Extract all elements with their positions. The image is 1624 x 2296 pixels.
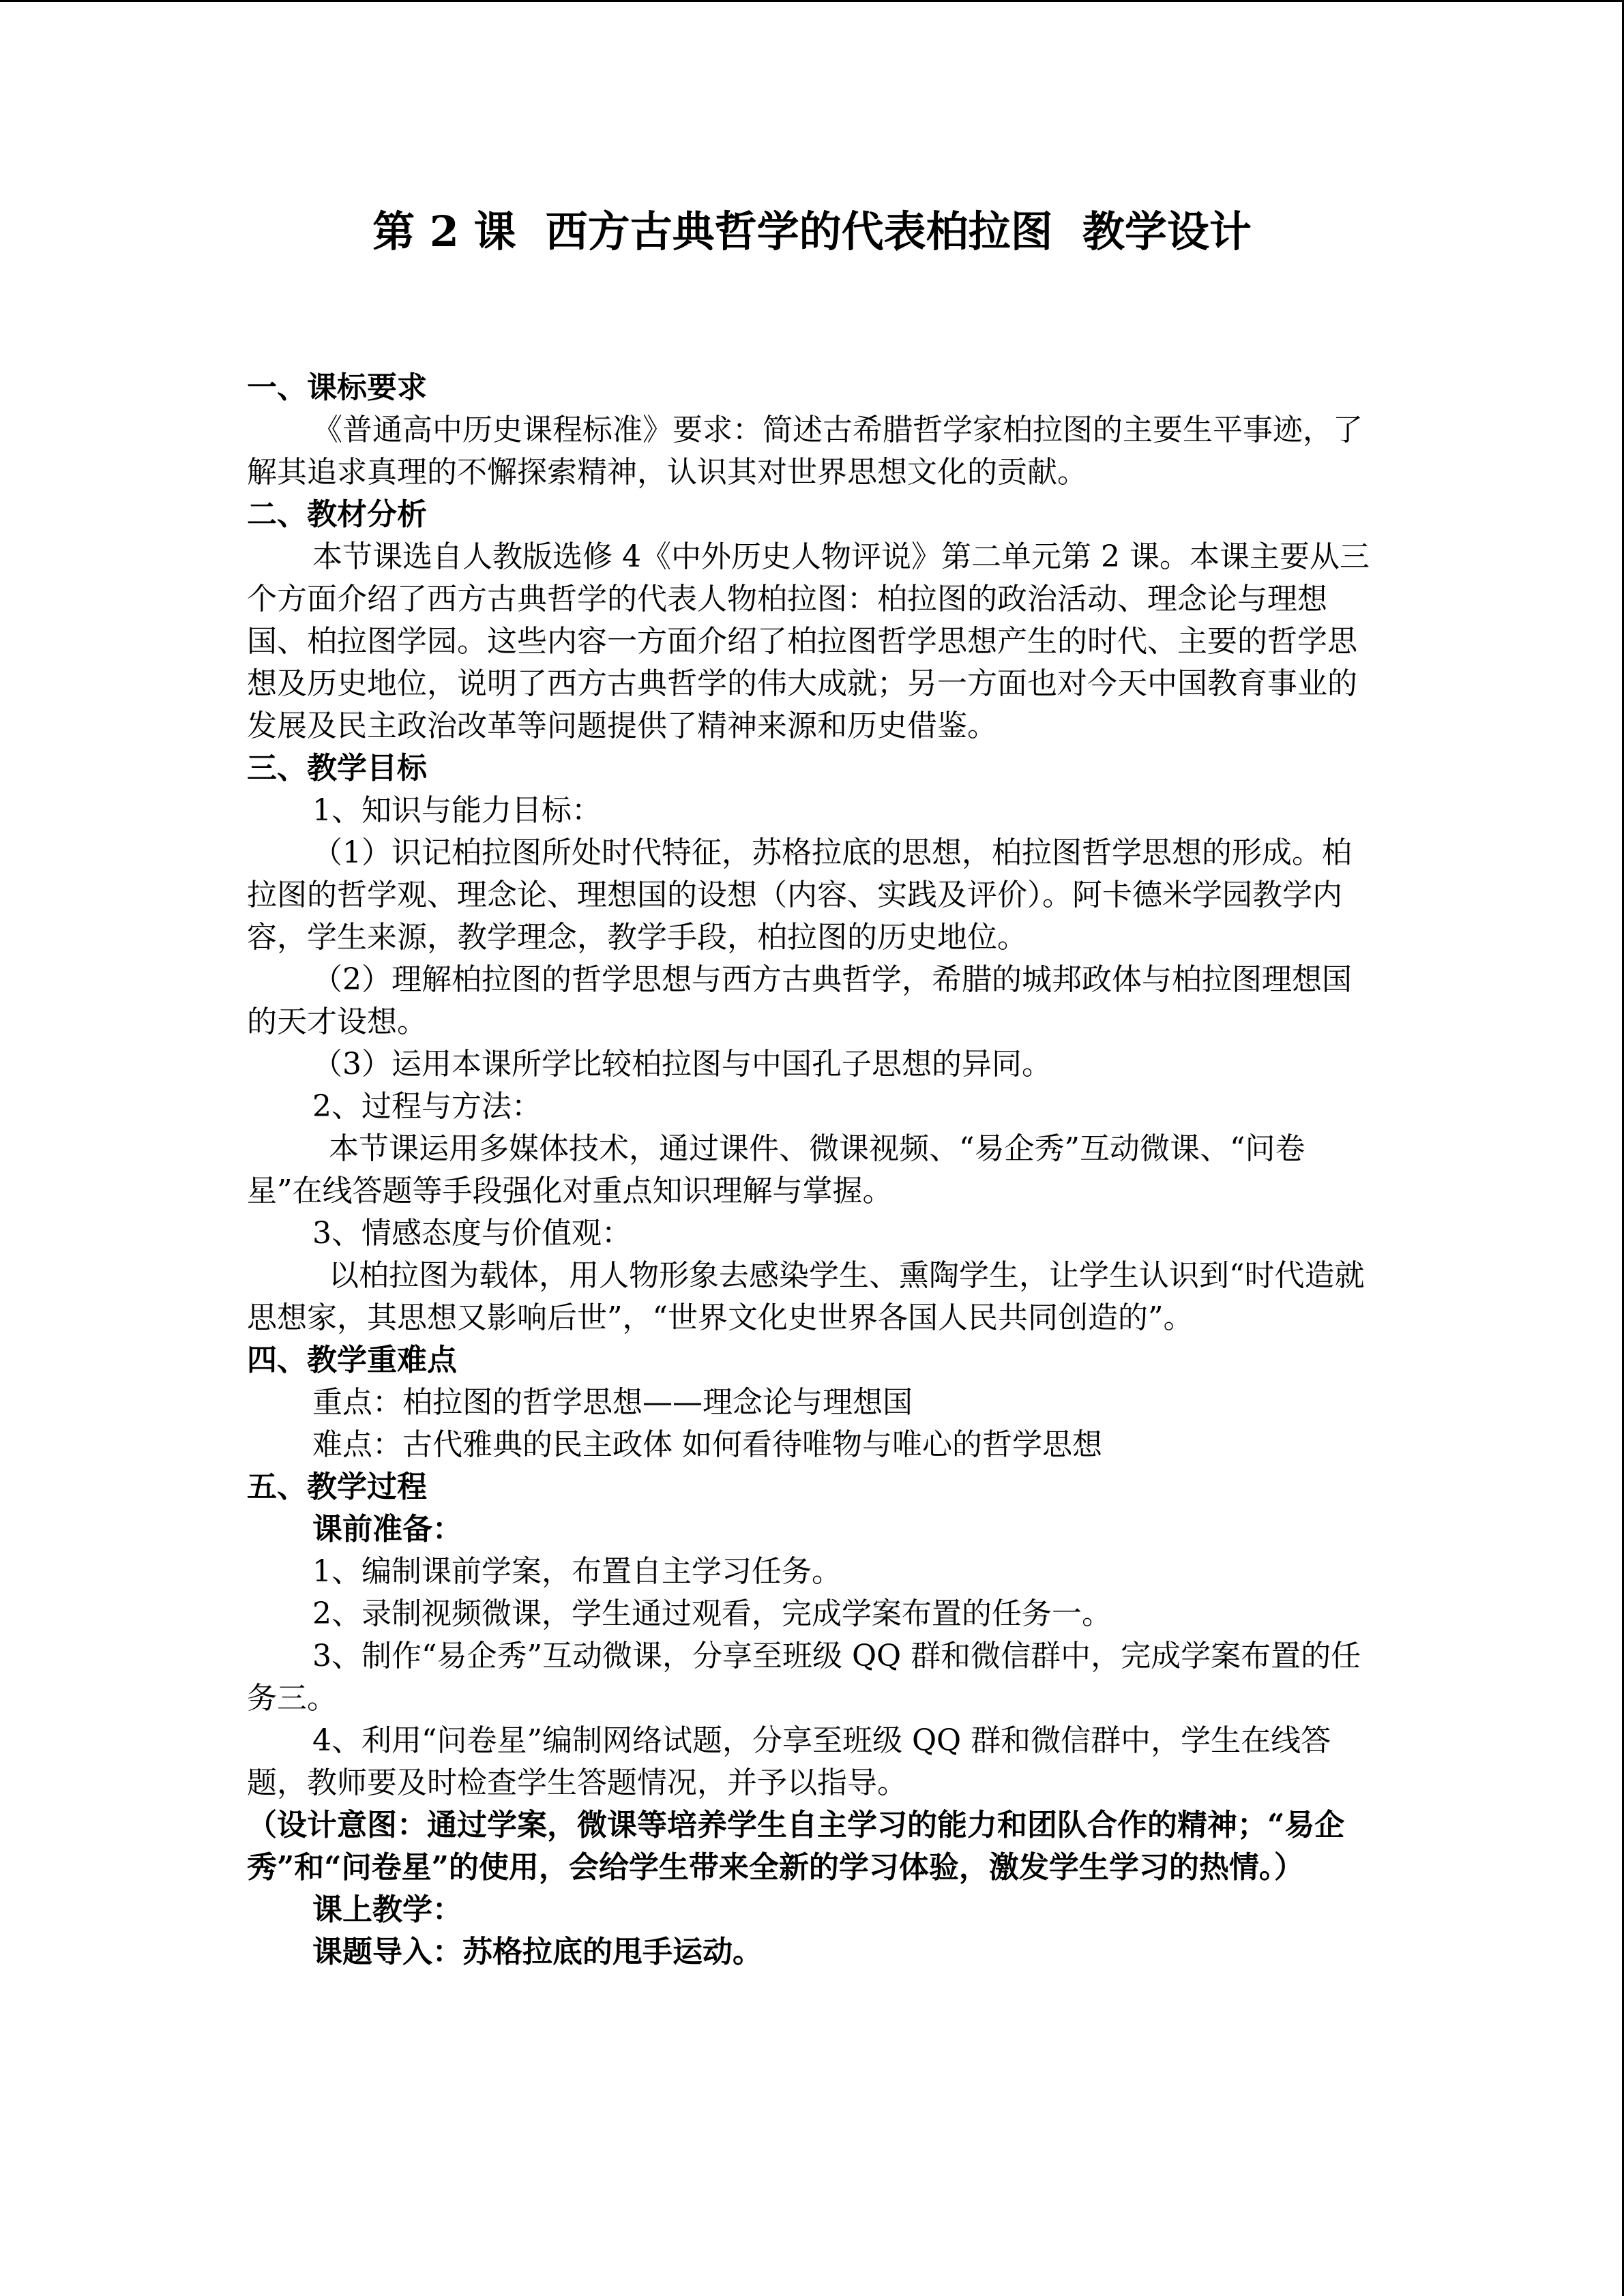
- objective-subheading-values: 3、情感态度与价值观：: [312, 1216, 632, 1251]
- difficulty-line: 难点：古代雅典的民主政体 如何看待唯物与唯心的哲学思想: [312, 1427, 1102, 1462]
- prep-step-3: 3、制作“易企秀”互动微课，分享至班级 QQ 群和微信群中，完成学案布置的任务三。: [247, 1639, 1361, 1716]
- document-title: 第 2 课 西方古典哲学的代表柏拉图 教学设计: [372, 207, 1252, 256]
- lesson-intro-line: 课题导入：苏格拉底的甩手运动。: [312, 1935, 763, 1969]
- section-heading-curriculum: 一、课标要求: [247, 370, 427, 405]
- objective-item-1: （1）识记柏拉图所处时代特征，苏格拉底的思想，柏拉图哲学思想的形成。柏拉图的哲学观、理念论、理想国的设想（内容、实践及评价）。阿卡德米学园教学内容，学生来源，教学理念，教学手段，柏拉图的历史地位。: [247, 835, 1352, 955]
- process-paragraph: 本节课运用多媒体技术，通过课件、微课视频、“易企秀”互动微课、“问卷星”在线答题等手段强化对重点知识理解与掌握。: [247, 1131, 1305, 1208]
- page-border-top: [0, 0, 1624, 2]
- prep-step-4: 4、利用“问卷星”编制网络试题，分享至班级 QQ 群和微信群中，学生在线答题，教师要及时检查学生答题情况，并予以指导。: [247, 1723, 1331, 1800]
- values-paragraph: 以柏拉图为载体，用人物形象去感染学生、熏陶学生，让学生认识到“时代造就思想家，其思想又影响后世”，“世界文化史世界各国人民共同创造的”。: [247, 1258, 1365, 1335]
- objective-item-2: （2）理解柏拉图的哲学思想与西方古典哲学，希腊的城邦政体与柏拉图理想国的天才设想。: [247, 962, 1352, 1039]
- section-heading-textbook: 二、教材分析: [247, 497, 427, 532]
- textbook-paragraph: 本节课选自人教版选修 4《中外历史人物评说》第二单元第 2 课。本课主要从三个方面介绍了西方古典哲学的代表人物柏拉图：柏拉图的政治活动、理念论与理想国、柏拉图学园。这些内容一方面介绍了柏拉图哲学思想产生的时代、主要的哲学思想及历史地位，说明了西方古典哲学的伟大成就；另一方面也对今天中国教育事业的发展及民主政治改革等问题提供了精神来源和历史借鉴。: [247, 539, 1370, 743]
- pre-class-label: 课前准备：: [312, 1512, 462, 1547]
- objective-subheading-knowledge: 1、知识与能力目标：: [312, 793, 602, 828]
- key-point-line: 重点：柏拉图的哲学思想——理念论与理想国: [312, 1385, 913, 1420]
- curriculum-paragraph: 《普通高中历史课程标准》要求：简述古希腊哲学家柏拉图的主要生平事迹，了解其追求真理的不懈探索精神，认识其对世界思想文化的贡献。: [247, 413, 1363, 490]
- objective-item-3: （3）运用本课所学比较柏拉图与中国孔子思想的异同。: [312, 1047, 1052, 1082]
- in-class-label: 课上教学：: [312, 1892, 462, 1927]
- design-intent-note: （设计意图：通过学案，微课等培养学生自主学习的能力和团队合作的精神；“易企秀”和“问卷星”的使用，会给学生带来全新的学习体验，激发学生学习的热情。）: [247, 1808, 1345, 1885]
- section-heading-process: 五、教学过程: [247, 1470, 427, 1504]
- objective-subheading-process: 2、过程与方法：: [312, 1089, 542, 1124]
- prep-step-1: 1、编制课前学案，布置自主学习任务。: [312, 1554, 842, 1589]
- section-heading-key-points: 四、教学重难点: [247, 1343, 457, 1377]
- prep-step-2: 2、录制视频微课，学生通过观看，完成学案布置的任务一。: [312, 1596, 1112, 1631]
- document-body: [247, 367, 1379, 1973]
- section-heading-objectives: 三、教学目标: [247, 751, 427, 786]
